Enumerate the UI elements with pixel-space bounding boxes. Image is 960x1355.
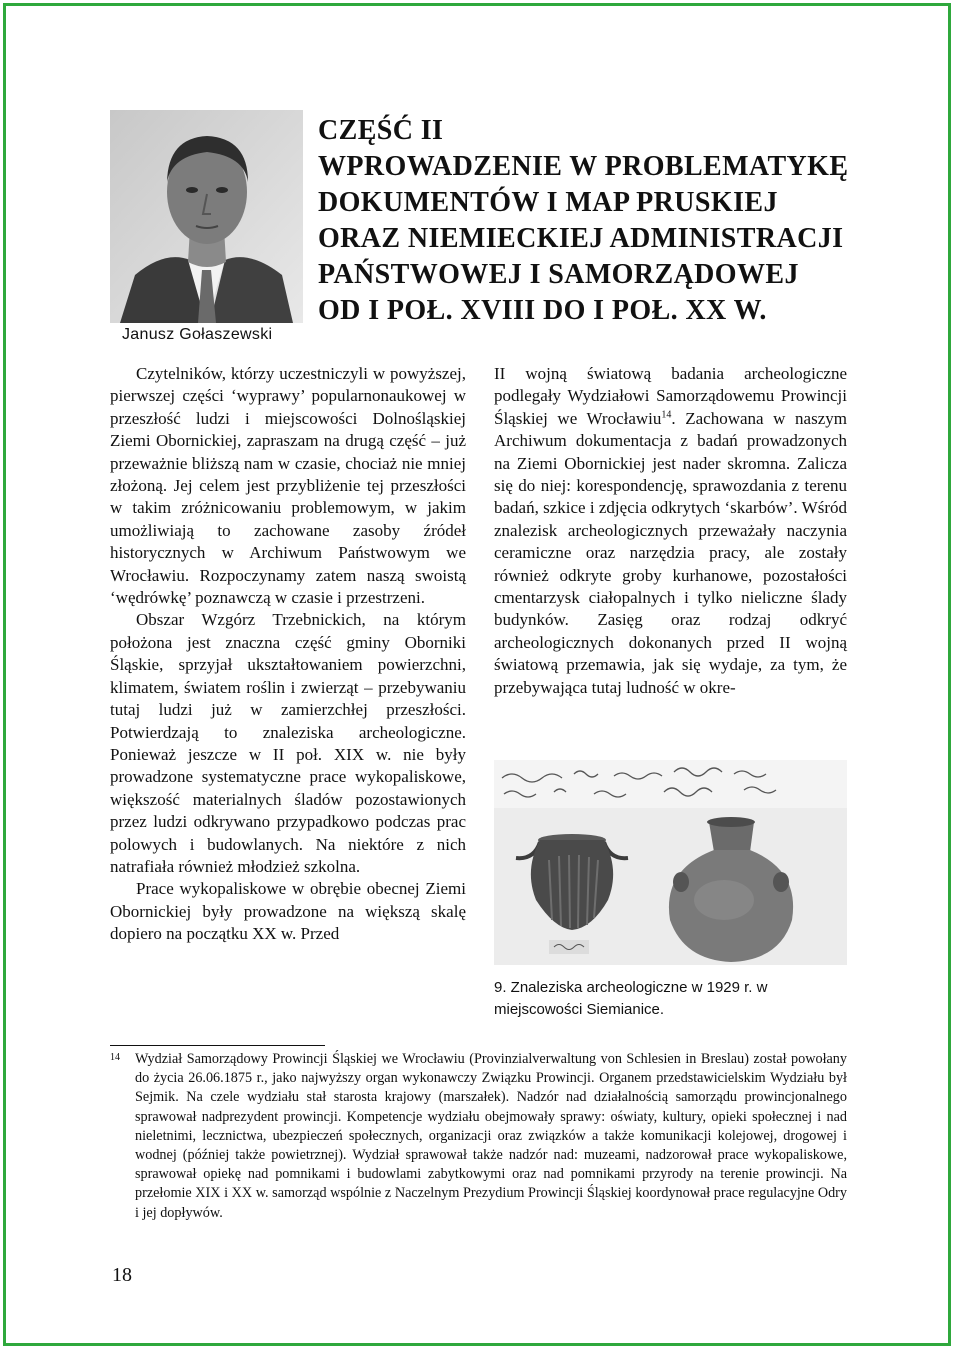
author-name: Janusz Gołaszewski	[122, 326, 273, 343]
figure-caption: 9. Znaleziska archeologiczne w 1929 r. w miejscowości Siemianice.	[494, 979, 768, 1018]
title-line: WPROWADZENIE W PROBLEMATYKĘ	[318, 151, 849, 182]
archaeological-finds-photo	[494, 760, 847, 965]
paragraph	[494, 363, 847, 699]
body-column-right	[494, 363, 847, 699]
footnote-text: Wydział Samorządowy Prowincji Śląskiej we Wrocławiu (Provinzialverwaltung von Schlesien in Breslau) został powołany do życia 26.06.1875 r., jako najwyższy organ wykonawczy Związku Prowincji. Organem przedstawicielskim Wydziału był Sejmik. Na czele wydziału stał starosta krajowy (marszałek). Nadzór nad działalnością samorządu prowincjonalnego sprawował nadprezydent prowincji. Kompetencje wydziału obejmowały sprawy: oświaty, kultury, opieki społecznej i nad nieletnimi, lecznictwa, ubezpieczeń społecznych, organizacji oraz związków a także komunikacji kolejowej, drogowej i wodnej (później także powietrznej). Wydział sprawował także nadzór nad: muzeami, nadzorował prace wykopaliskowe, sprawował opiekę nad pomnikami i budowlami zabytkowymi oraz nad pomnikami przyrody na terenie prowincji. Na przełomie XIX i XX w. samorząd wspólnie z Naczelnym Prezydium Prowincji Śląskiej koordynował prace regulacyjne Odry i jej dopływów.	[135, 1051, 847, 1221]
footnote-divider	[110, 1045, 325, 1046]
title-line: OD I POŁ. XVIII DO I POŁ. XX W.	[318, 295, 767, 326]
paragraph: Czytelników, którzy uczestniczyli w powyższej, pierwszej części ‘wyprawy’ popularnonaukowej w przeszłość ludzi i miejscowości Dolnośląskiej Ziemi Obornickiej, zapraszam na drugą część – już przeważnie bliższą nam w czasie, chociaż nie mniej złożoną. Jej celem jest przybliżenie tej przeszłości w takim zróżnicowaniu problemowym, w jakim umożliwiają to zachowane zasoby źródeł historycznych w Archiwum Państwowym we Wrocławiu. Rozpoczynamy zatem naszą swoistą ‘wędrówkę’ poznawczą w czasie i przestrzeni.	[110, 364, 466, 608]
footnote	[110, 1050, 847, 1223]
title-line: PAŃSTWOWEJ I SAMORZĄDOWEJ	[318, 259, 799, 290]
body-column-left	[110, 363, 466, 946]
paragraph-text: II wojną światową badania archeologiczne podlegały Wydziałowi Samorządowemu Prowincji Śląskiej we Wrocławiu	[494, 364, 847, 428]
paragraph: Obszar Wzgórz Trzebnickich, na którym położona jest znaczna część gminy Oborniki Śląskie, sprzyjał ukształtowaniem powierzchni, klimatem, światem roślin i zwierząt – przebywaniu tutaj ludzi już w zamierzchłej przeszłości. Potwierdzają to znaleziska archeologiczne. Ponieważ jeszcze w II poł. XIX w. nie były prowadzone systematyczne prace wykopaliskowe, większość materialnych śladów pozostawionych przez ludzi odkrywano przypadkowo podczas prac polowych i budowlanych. Na niektóre z nich natrafiała również młodzież szkolna.	[110, 610, 466, 876]
title-line: ORAZ NIEMIECKIEJ ADMINISTRACJI	[318, 223, 844, 254]
footnote-ref[interactable]: 14	[661, 409, 672, 421]
paragraph: Prace wykopaliskowe w obrębie obecnej Ziemi Obornickiej były prowadzone na większą skalę dopiero na początku XX w. Przed	[110, 879, 466, 944]
paragraph-text: . Zachowana w naszym Archiwum dokumentacja z badań prowadzonych na Ziemi Obornickiej jest nader skromna. Zalicza się do niej: korespondencję, sprawozdania z terenu badań, szkice i zdjęcia odkrytych ‘skarbów’. Wśród znalezisk archeologicznych przeważały naczynia ceramiczne oraz narzędzia pracy, ale zostały również odkryte groby kurhanowe, pozostałości cmentarzysk ciałopalnych i tylko nieliczne ślady budynków. Zasięg oraz rodzaj odkryć archeologicznych dokonanych przed II wojną światową przemawia, jak się wydaje, za tym, że przebywająca tutaj ludność w okre-	[494, 408, 847, 697]
title-line: CZĘŚĆ II	[318, 115, 444, 146]
page-number: 18	[112, 1264, 132, 1286]
title-line: DOKUMENTÓW I MAP PRUSKIEJ	[318, 187, 778, 218]
footnote-mark: 14	[110, 1052, 120, 1063]
part-title	[318, 113, 878, 329]
author-portrait	[110, 110, 303, 323]
